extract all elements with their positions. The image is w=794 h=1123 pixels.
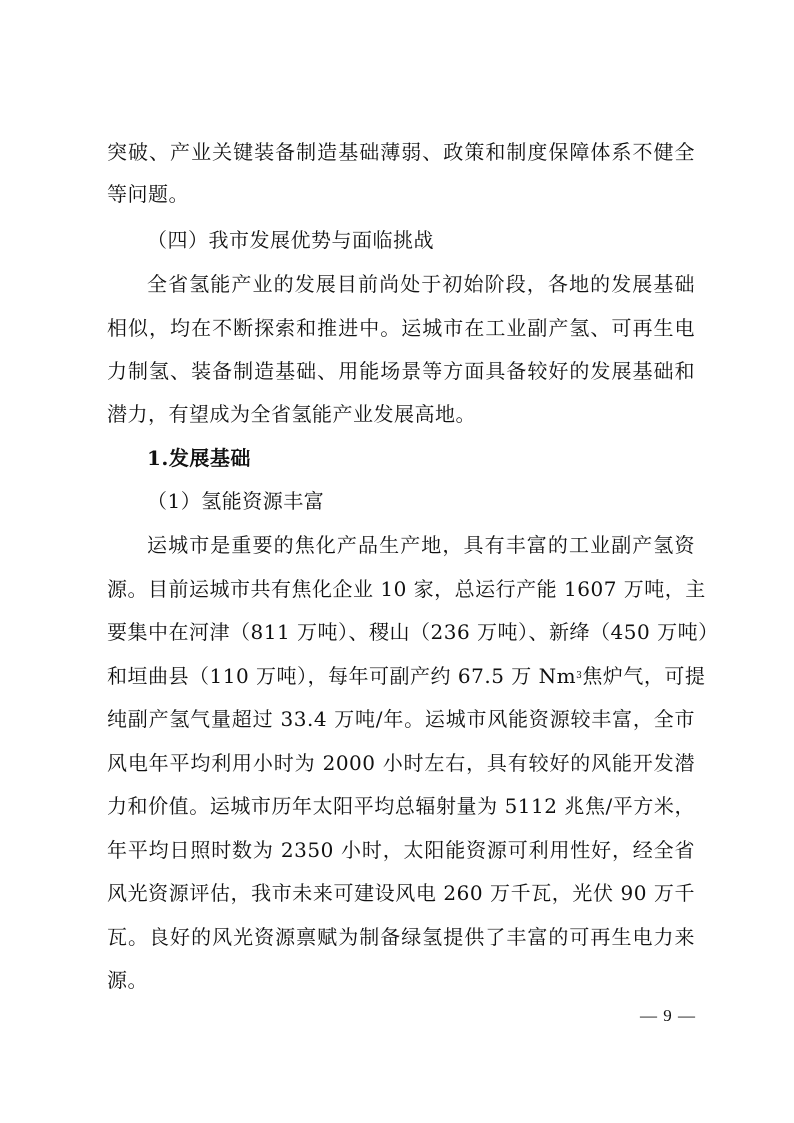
subsubsection-heading: （1）氢能资源丰富	[147, 489, 325, 513]
paragraph-line: 风电年平均利用小时为 2000 小时左右，具有较好的风能开发潜	[107, 751, 695, 775]
paragraph-line: 潜力，有望成为全省氢能产业发展高地。	[107, 402, 476, 426]
paragraph-line: 力制氢、装备制造基础、用能场景等方面具备较好的发展基础和	[107, 359, 695, 383]
paragraph-line: 全省氢能产业的发展目前尚处于初始阶段，各地的发展基础	[147, 272, 695, 296]
page-number: — 9 —	[640, 1006, 696, 1025]
paragraph-line: 运城市是重要的焦化产品生产地，具有丰富的工业副产氢资	[147, 533, 695, 557]
line-text-part: 和垣曲县（110 万吨），每年可副产约 67.5 万 Nm	[107, 664, 577, 688]
paragraph-line: 瓦。良好的风光资源禀赋为制备绿氢提供了丰富的可再生电力来	[107, 925, 695, 949]
line-text-part: 焦炉气，可提	[582, 664, 706, 688]
paragraph-line-segment	[107, 658, 576, 694]
paragraph-line: 等问题。	[107, 182, 189, 206]
paragraph-line: 源。	[107, 968, 148, 992]
paragraph-line	[107, 658, 706, 694]
paragraph-line: 力和价值。运城市历年太阳平均总辐射量为 5112 兆焦/平方米，	[107, 794, 695, 818]
superscript: 3	[576, 671, 583, 681]
subsection-heading: 1.发展基础	[147, 446, 251, 470]
paragraph-line: 风光资源评估，我市未来可建设风电 260 万千瓦，光伏 90 万千	[107, 881, 695, 905]
paragraph-line: 源。目前运城市共有焦化企业 10 家，总运行产能 1607 万吨，主	[107, 577, 706, 601]
paragraph-line: 纯副产氢气量超过 33.4 万吨/年。运城市风能资源较丰富，全市	[107, 707, 695, 731]
paragraph-line: 年平均日照时数为 2350 小时，太阳能资源可利用性好，经全省	[107, 838, 695, 862]
section-heading: （四）我市发展优势与面临挑战	[147, 228, 434, 252]
paragraph-line: 突破、产业关键装备制造基础薄弱、政策和制度保障体系不健全	[107, 140, 695, 164]
paragraph-line: 要集中在河津（811 万吨）、稷山（236 万吨）、新绛（450 万吨）	[107, 620, 719, 644]
paragraph-line: 相似，均在不断探索和推进中。运城市在工业副产氢、可再生电	[107, 316, 695, 340]
